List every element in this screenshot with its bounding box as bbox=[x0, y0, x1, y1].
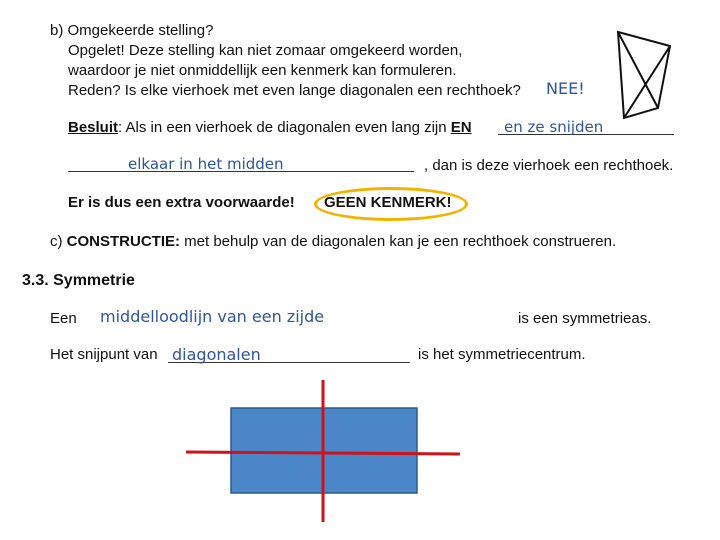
section-c-bold: CONSTRUCTIE: bbox=[66, 233, 180, 250]
een-label: Een bbox=[50, 310, 77, 327]
is-symmetrieas: is een symmetrieas. bbox=[518, 310, 652, 327]
section-b-line2: waardoor je niet onmiddellijk een kenmerk kan formuleren. bbox=[68, 62, 457, 79]
answer-diagonalen: diagonalen bbox=[172, 345, 261, 364]
section-c-label: c) bbox=[50, 233, 67, 250]
answer-fill-2: elkaar in het midden bbox=[128, 155, 284, 173]
answer-nee: NEE! bbox=[546, 79, 585, 98]
en-keyword: EN bbox=[450, 119, 472, 136]
section-c-text: met behulp van de diagonalen kan je een rechthoek construeren. bbox=[180, 233, 617, 250]
extra-voorwaarde: Er is dus een extra voorwaarde! bbox=[68, 194, 295, 211]
answer-middelloodlijn: middelloodlijn van een zijde bbox=[100, 307, 325, 326]
section-b-title: b) Omgekeerde stelling? bbox=[50, 22, 214, 39]
symmetrie-heading: 3.3. Symmetrie bbox=[22, 272, 135, 289]
answer-fill-1: en ze snijden bbox=[504, 118, 604, 136]
is-symmetriecentrum: is het symmetriecentrum. bbox=[418, 346, 586, 363]
geen-kenmerk: GEEN KENMERK! bbox=[324, 194, 452, 211]
section-b-line3: Reden? Is elke vierhoek met even lange diagonalen een rechthoek? bbox=[68, 82, 521, 99]
section-b-line1: Opgelet! Deze stelling kan niet zomaar omgekeerd worden, bbox=[68, 42, 463, 59]
horizontal-symmetry-axis bbox=[186, 452, 460, 454]
snijpunt-label: Het snijpunt van bbox=[50, 346, 158, 363]
besluit-label: Besluit bbox=[68, 119, 119, 136]
besluit-end: , dan is deze vierhoek een rechthoek. bbox=[424, 157, 674, 174]
besluit-text: : Als in een vierhoek de diagonalen even lang zijn bbox=[118, 119, 451, 136]
